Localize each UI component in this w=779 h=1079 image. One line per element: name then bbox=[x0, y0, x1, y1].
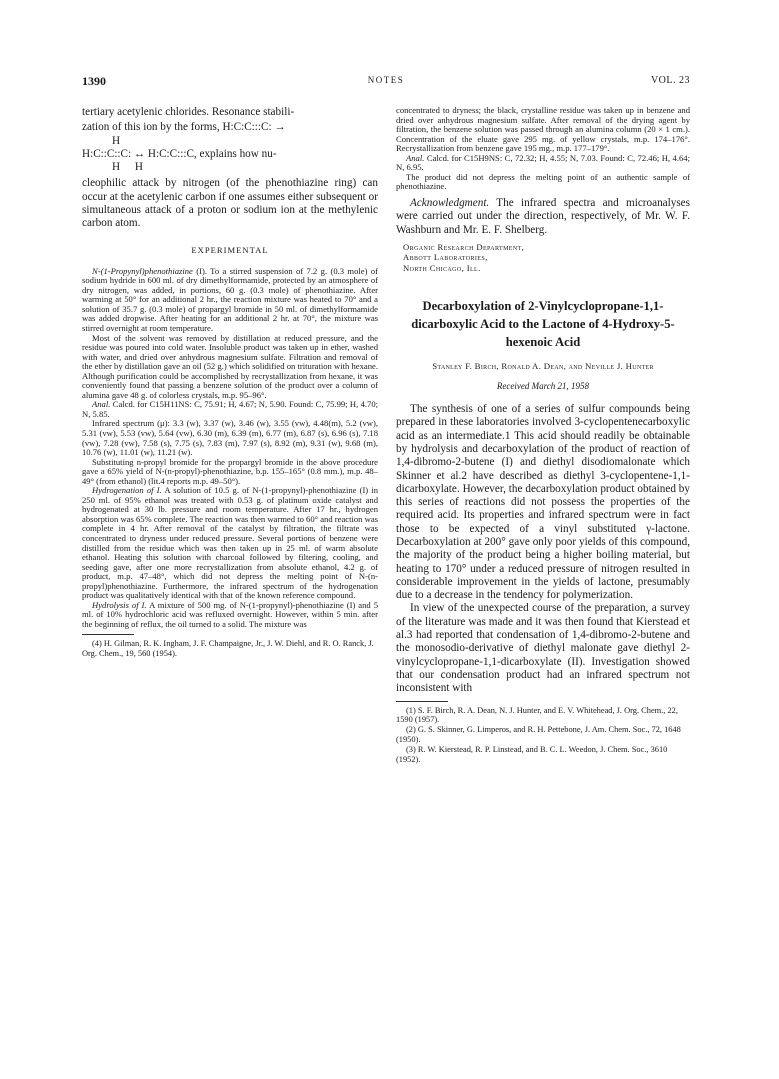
institution-line-3: North Chicago, Ill. bbox=[403, 262, 481, 273]
hydrogenation-paragraph bbox=[82, 486, 378, 601]
footnote-2: (2) G. S. Skinner, G. Limperos, and R. H. Pettebone, J. Am. Chem. Soc., 72, 1648 (1950). bbox=[396, 725, 681, 744]
body-paragraph-1: The synthesis of one of a series of sulfur compounds being prepared in these laboratories involved 3-cyclopentenecarboxylic acid as an intermediate.1 This acid should readily be obtainable by hydrolysis and decarboxylation of the product of reaction of 1,4-dibromo-2-butene (I) and diethyl disodiomalonate which Skinner et al.2 have described as diethyl 3-cyclopentene-1,1-dicarboxylate. However, the decarboxylation product obtained by this series of reactions did not possess the properties of the required acid. Its properties and infrared spectrum were in fact those to be expected of a vinyl substituted γ-lactone. Decarboxylation at 200° gave only poor yields of this compound, the majority of the product being a higher boiling material, but heating to 170° under a reduced pressure of nitrogen resulted in considerable improvement in the yields of lactone, presumably due to a decrease in the tendency for polymerization. bbox=[396, 403, 690, 602]
procedure-paragraph bbox=[82, 267, 378, 334]
hydrogenation-text: A solution of 10.5 g. of N-(1-propynyl)-phenothiazine (I) in 250 ml. of 95% ethanol was treated with 0.53 g. of platinum oxide catalyst and hydrogenated at 30 lb. pressure and room temperature. After 17 hr., hydrogen absorption was 65% complete. The reaction was then warmed to 60° and reaction was complete in 4 hr. After removal of the catalyst by filtration, the filtrate was concentrated to dryness under reduced pressure. Several portions of benzene were distilled from the residue which was then taken up in 25 ml. of warm absolute ethanol. Heating this solution with charcoal followed by filtering, cooling, and seeding gave, after one more recrystallization from absolute ethanol, 4.2 g. of product, m.p. 47–48°, which did not depress the melting point of N-(n-propyl)phenothiazine. Furthermore, the infrared spectrum of the hydrogenation product was qualitatively identical with that of the known reference compound. bbox=[82, 485, 378, 601]
footnote-1: (1) S. F. Birch, R. A. Dean, N. J. Hunter, and E. V. Whitehead, J. Org. Chem., 22, 1590 (1957). bbox=[396, 705, 678, 725]
section-label: NOTES bbox=[367, 75, 405, 85]
hydrolysis-continued bbox=[396, 106, 690, 192]
resonance-conclusion: cleophilic attack by nitrogen (of the phenothiazine ring) can occur at the acetylenic carbon if one assumes either subsequent or simultaneous attack of a proton or sodium ion at the methylenic carbon atom. bbox=[82, 177, 378, 230]
analysis-paragraph-2 bbox=[396, 154, 690, 173]
received-date: Received March 21, 1958 bbox=[496, 381, 590, 392]
footnote-4: (4) H. Gilman, R. K. Ingham, J. F. Champaigne, Jr., J. W. Diehl, and R. O. Ranck, J. Org. Chem., 19, 560 (1954). bbox=[82, 639, 374, 659]
melting-point-note: The product did not depress the melting point of an authentic sample of phenothiazine. bbox=[396, 171, 690, 192]
analysis-text-2: Calcd. for C15H9NS: C, 72.32; H, 4.55; N, 7.03. Found: C, 72.46; H, 4.64; N, 6.95. bbox=[396, 152, 690, 173]
page-number: 1390 bbox=[82, 74, 106, 88]
article-title: Decarboxylation of 2-Vinylcyclopropane-1,1-dicarboxylic Acid to the Lactone of 4-Hydroxy-5-hexenoic Acid bbox=[411, 299, 675, 350]
volume-label: VOL. 23 bbox=[650, 75, 690, 86]
article-body bbox=[396, 403, 690, 696]
infrared-paragraph: Infrared spectrum (μ): 3.3 (w), 3.37 (w), 3.46 (w), 3.55 (vw), 4.48(m), 5.2 (vw), 5.31 (vw), 5.53 (vw), 5.64 (vw), 6.30 (m), 6.39 (m), 6.77 (m), 6.87 (s), 6.96 (s), 7.18 (vw), 7.28 (vw), 7.58 (s), 7.75 (s), 7.83 (m), 7.97 (s), 8.92 (m), 9.31 (w), 9.68 (m), 10.76 (w), 11.01 (w), 11.21 (w). bbox=[82, 418, 378, 458]
intro-line: tertiary acetylenic chlorides. Resonance stabili- bbox=[82, 106, 295, 118]
institution-line-1: Organic Research Department, bbox=[403, 241, 525, 252]
acknowledgment-paragraph bbox=[396, 197, 690, 237]
experimental-body bbox=[82, 267, 378, 630]
institution-line-2: Abbott Laboratories, bbox=[403, 252, 488, 263]
footnote-rule bbox=[82, 634, 134, 635]
resonance-line-1-sub: H bbox=[112, 134, 127, 147]
footnotes-left bbox=[82, 639, 378, 659]
hydrogenation-title: Hydrogenation of I. bbox=[92, 485, 162, 496]
substitution-paragraph: Substituting n-propyl bromide for the propargyl bromide in the above procedure gave a 65% yield of N-(n-propyl)-phenothiazine, b.p. 155–165° (0.8 mm.), m.p. 48–49° (from ethanol) (lit.4 reports m.p. 49–50°). bbox=[82, 456, 378, 486]
analysis-paragraph bbox=[82, 400, 378, 419]
footnote-3: (3) R. W. Kierstead, R. P. Linstead, and B. C. L. Weedon, J. Chem. Soc., 3610 (1952). bbox=[396, 744, 668, 764]
institution-block bbox=[403, 242, 690, 273]
resonance-line-2: H:C::C::C: ↔ H:C:C:::C, explains how nu- bbox=[82, 147, 277, 160]
acknowledgment-label: Acknowledgment. bbox=[410, 196, 490, 209]
analysis-label: Anal. bbox=[92, 399, 111, 410]
acknowledgment-text: The infrared spectra and microanalyses were carried out under the direction, respectively, of Mr. W. F. Washburn and Mr. E. F. Shelberg. bbox=[396, 196, 690, 236]
analysis-text: Calcd. for C15H11NS: C, 75.91; H, 4.67; N, 5.90. Found: C, 75.99; H, 4.70; N, 5.85. bbox=[82, 399, 378, 419]
article-authors: Stanley F. Birch, Ronald A. Dean, and Neville J. Hunter bbox=[432, 361, 654, 372]
compound-title: N-(1-Propynyl)phenothiazine bbox=[92, 265, 193, 276]
procedure-text: (I). To a stirred suspension of 7.2 g. (0.3 mole) of sodium hydride in 600 ml. of dry dimethylformamide, protected by an atmosphere of dry nitrogen, was added, in portions, 60 g. (0.3 mole) of phenothiazine. After warming at 50° for an additional 2 hr., the reaction mixture was heated to 70° and a solution of 35.7 g. (0.3 mole) of propargyl bromide in 50 ml. of dimethylformamide was added dropwise. After heating for an additional 2 hr. at 70°, the mixture was stirred overnight at room temperature. bbox=[82, 265, 378, 333]
left-column bbox=[82, 106, 378, 659]
resonance-forms bbox=[82, 121, 378, 174]
footnote-rule-right bbox=[396, 701, 448, 702]
experimental-heading: EXPERIMENTAL bbox=[191, 244, 269, 255]
hydrolysis-paragraph bbox=[82, 601, 378, 630]
resonance-paragraph bbox=[82, 106, 378, 231]
right-column bbox=[396, 106, 690, 764]
resonance-line-1: zation of this ion by the forms, H:C:C:::C: → bbox=[82, 121, 286, 134]
analysis-label-2: Anal. bbox=[406, 152, 425, 163]
resonance-line-2-sub: H H bbox=[112, 161, 149, 174]
acknowledgment bbox=[396, 197, 690, 237]
continued-text: concentrated to dryness; the black, crystalline residue was taken up in benzene and dried over anhydrous magnesium sulfate. After removal of the drying agent by filtration, the benzene solution was passed through an alumina column (20 × 1 cm.). Concentration of the eluate gave 295 mg. of yellow crystals, m.p. 174–176°. Recrystallization from benzene gave 195 mg., m.p. 177–179°. bbox=[396, 105, 690, 154]
footnotes-right bbox=[396, 706, 690, 765]
hydrolysis-title: Hydrolysis of I. bbox=[92, 599, 147, 610]
workup-paragraph: Most of the solvent was removed by distillation at reduced pressure, and the residue was poured into cold water. Insoluble product was taken up in ether, washed with water, and dried over anhydrous magnesium sulfate. Filtration and removal of the ether by distillation gave an oil (52 g.) which solidified on trituration with hexane. Although purification could be accomplished by recrystallization from hexane, it was conveniently found that passing a benzene solution of the product over a column of alumina gave 48 g. of colorless crystals, m.p. 95–96°. bbox=[82, 332, 378, 400]
body-paragraph-2: In view of the unexpected course of the preparation, a survey of the literature was made and it was then found that Kierstead et al.3 had reported that condensation of 1,4-dibromo-2-butene and the monosodio-derivative of diethyl malonate gave diethyl 2-vinylcyclopropane-1,1-dicarboxylate (II). Investigation showed that our condensation product had an infrared spectrum not inconsistent with bbox=[396, 602, 690, 695]
page-header bbox=[82, 74, 690, 90]
hydrolysis-text: A mixture of 500 mg. of N-(1-propynyl)-phenothiazine (I) and 5 ml. of 10% hydrochloric acid was refluxed overnight. However, within 5 min. after the beginning of reflux, the oil turned to a solid. The mixture was bbox=[82, 599, 378, 629]
